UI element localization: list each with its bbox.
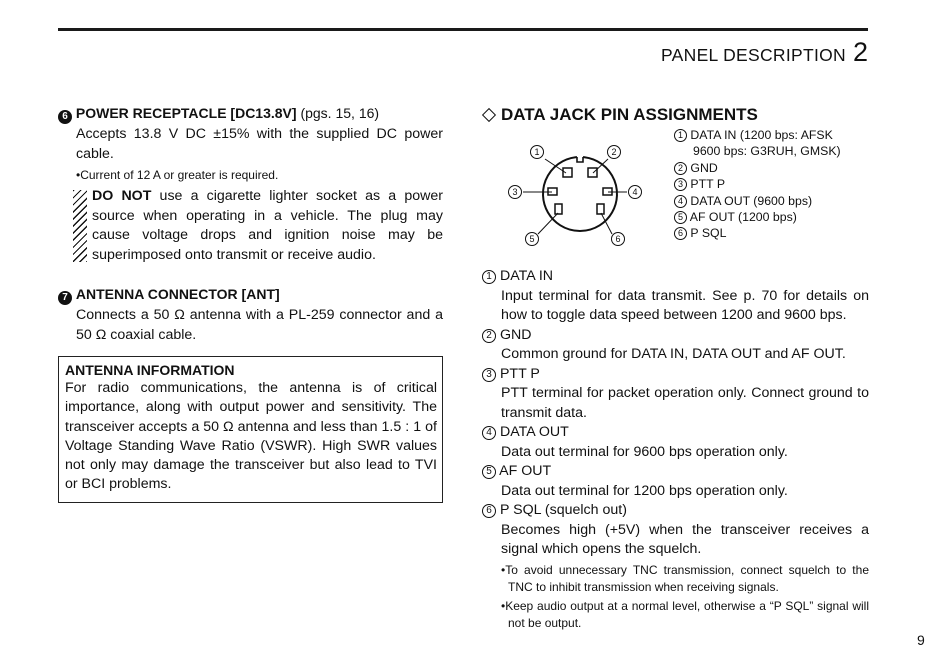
- pin-5-heading: 5 AF OUT: [482, 462, 869, 482]
- pin-5-desc: Data out terminal for 1200 bps operation only.: [501, 482, 788, 499]
- data-jack-title-line: [482, 105, 758, 125]
- legend-item-5: 5 AF OUT (1200 bps): [674, 209, 841, 225]
- legend-item-1-cont: 9600 bps: G3RUH, GMSK): [693, 144, 841, 159]
- item-6-marker: 6: [58, 110, 72, 124]
- antenna-heading: ANTENNA CONNECTOR [ANT]: [75, 286, 280, 302]
- pin-1-desc: Input terminal for data transmit. See p. 70 for details on how to toggle data speed between 1200 and 9600 bps.: [501, 287, 869, 323]
- antenna-connector-section: [58, 286, 443, 345]
- pin-5: [555, 204, 562, 214]
- pin-4-heading: 4 DATA OUT: [482, 423, 869, 443]
- pin-4-desc: Data out terminal for 9600 bps operation only.: [501, 443, 788, 460]
- leader-5: [538, 213, 558, 234]
- antenna-body: Connects a 50 Ω antenna with a PL-259 connector and a 50 Ω coaxial cable.: [76, 307, 443, 343]
- antenna-heading-line: [58, 286, 443, 305]
- legend-item-3: 3 PTT P: [674, 176, 841, 192]
- power-heading-line: [58, 105, 443, 124]
- section-title: PANEL DESCRIPTION: [661, 45, 846, 65]
- page-number: 9: [917, 632, 925, 648]
- squelch-note-2: • Keep audio output at a normal level, otherwise a “P SQL” signal will not be output.: [501, 598, 869, 632]
- info-box-title: ANTENNA INFORMATION: [65, 362, 235, 378]
- power-body: Accepts 13.8 V DC ±15% with the supplied DC power cable.: [76, 126, 443, 162]
- pin-3-heading: 3 PTT P: [482, 365, 869, 385]
- pin-2-heading: 2 GND: [482, 326, 869, 346]
- info-box-body: For radio communications, the antenna is of critical importance, along with output power and sensitivity. The transceiver accepts a 50 Ω antenna and less than 1.5 : 1 of Voltage Standing Wave Ratio (VSWR). High SWR values not only may damage the transceiver but also lead to TVI or BCI problems.: [65, 380, 437, 493]
- legend-item-1: 1 DATA IN (1200 bps: AFSK: [674, 127, 841, 143]
- antenna-info-box: [58, 356, 443, 503]
- label-3: 3: [512, 187, 518, 198]
- label-4: 4: [632, 187, 638, 198]
- pin-6: [597, 204, 604, 214]
- data-jack-title: DATA JACK PIN ASSIGNMENTS: [501, 105, 758, 124]
- legend-item-2: 2 GND: [674, 160, 841, 176]
- label-6: 6: [615, 234, 621, 245]
- power-receptacle-section: [58, 105, 443, 184]
- warning-bold: DO NOT: [92, 188, 152, 204]
- label-1: 1: [534, 147, 540, 158]
- chapter-number: 2: [853, 37, 869, 67]
- pin-descriptions: [482, 267, 869, 632]
- pin-3-desc: PTT terminal for packet operation only. Connect ground to transmit data.: [501, 385, 869, 421]
- label-2: 2: [611, 147, 617, 158]
- pin-6-heading: 6 P SQL (squelch out): [482, 501, 869, 521]
- pin-2: [588, 168, 597, 177]
- data-jack-diagram: [500, 135, 660, 251]
- diamond-icon: [482, 108, 496, 122]
- pin-1-heading: 1 DATA IN: [482, 267, 869, 287]
- power-note: • Current of 12 A or greater is required.: [76, 167, 443, 184]
- pin-legend: [674, 127, 841, 242]
- item-7-marker: 7: [58, 291, 72, 305]
- connector-notch-gap: [577, 154, 583, 160]
- power-warning: DO NOT use a cigarette lighter socket as a power source when operating in a vehicle. The plug may cause voltage drops and ignition noise may be superimposed onto transmit or receive audio.: [92, 188, 443, 263]
- pin-2-desc: Common ground for DATA IN, DATA OUT and AF OUT.: [501, 346, 846, 362]
- power-heading: POWER RECEPTACLE [DC13.8V]: [75, 105, 297, 121]
- legend-item-6: 6 P SQL: [674, 225, 841, 241]
- header-rule: [58, 28, 868, 31]
- squelch-note-1: • To avoid unnecessary TNC transmission, connect squelch to the TNC to inhibit transmission when receiving signals.: [501, 562, 869, 596]
- power-pages: (pgs. 15, 16): [296, 105, 380, 121]
- pin-6-desc: Becomes high (+5V) when the transceiver receives a signal which opens the squelch.: [501, 521, 869, 557]
- legend-item-4: 4 DATA OUT (9600 bps): [674, 193, 841, 209]
- label-5: 5: [529, 234, 535, 245]
- warning-stripes: [73, 190, 87, 262]
